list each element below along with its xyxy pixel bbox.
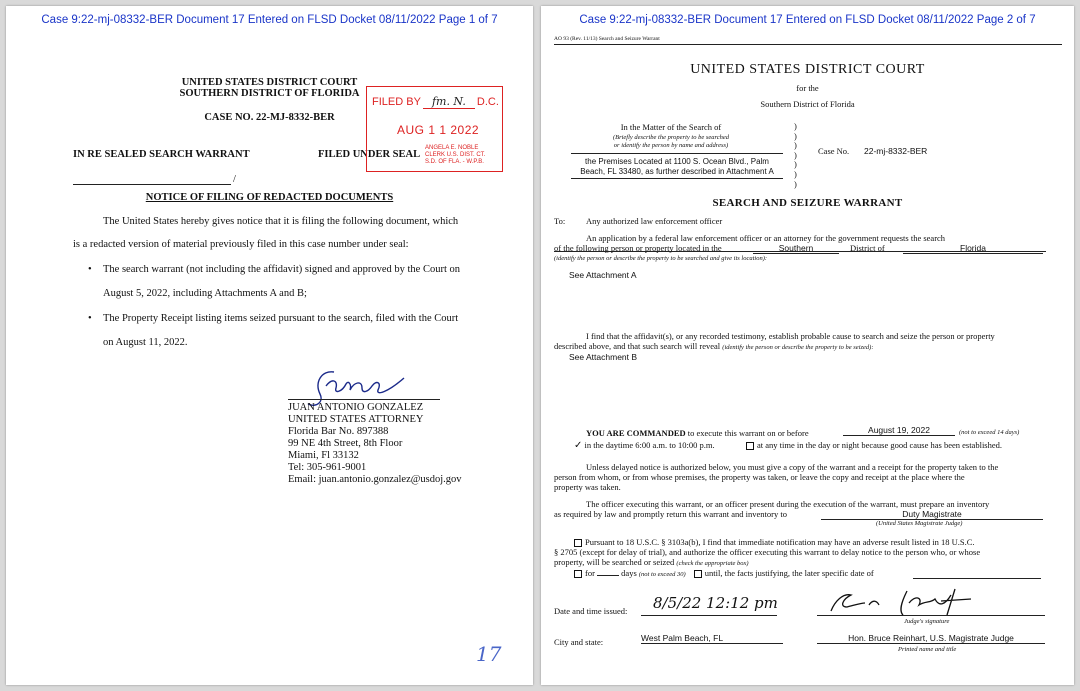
caption-slash: / [233, 174, 236, 185]
application-hint: (identify the person or describe the property to be searched and give its location): [554, 255, 768, 262]
anytime-text: at any time in the day or night because good cause has been established. [757, 440, 1003, 450]
stamp-clerk-division: S.D. OF FLA. - W.P.B. [425, 159, 484, 165]
notice-paragraph-line1: The United States hereby gives notice that it is filing the following document, which [103, 216, 459, 227]
city-field: West Palm Beach, FL [641, 633, 783, 644]
application-line2-mid: District of [850, 243, 885, 253]
pursuant-line2: § 2705 (except for delay of trial), and authorize the officer executing this warrant to delay notice to the person who, or whose [554, 547, 981, 557]
city-label: City and state: [554, 637, 604, 647]
bullet-icon: • [88, 264, 92, 275]
caption-brackets: ) ) ) ) ) ) ) [794, 121, 797, 189]
premises-rule [571, 178, 783, 179]
application-rule [554, 251, 1046, 252]
delayed-line3: property was taken. [554, 482, 621, 492]
application-district-field: Southern [753, 243, 839, 254]
premises-line1: the Premises Located at 1100 S. Ocean Blvd., Palm [585, 157, 769, 166]
clerk-filed-stamp [366, 86, 503, 172]
until-label: until, the facts justifying, the later specific date of [704, 568, 874, 578]
notice-title: NOTICE OF FILING OF REDACTED DOCUMENTS [145, 192, 394, 203]
handwritten-page-number: 17 [476, 642, 502, 666]
to-label: To: [554, 216, 566, 226]
unchecked-box-icon [694, 570, 702, 578]
commanded-bold: YOU ARE COMMANDED [586, 428, 686, 438]
finding-line2-text: described above, and that such search will reveal [554, 341, 721, 351]
finding-hint: (identify the person or describe the property to be seized): [722, 344, 874, 351]
officer-line2: as required by law and promptly return this warrant and inventory to [554, 509, 787, 519]
application-line1: An application by a federal law enforcement officer or an attorney for the government requests the search [586, 233, 946, 243]
address-line1: 99 NE 4th Street, 8th Floor [288, 438, 403, 449]
matter-hint-line1: (Briefly describe the property to be searched [612, 134, 730, 141]
until-date-rule [913, 578, 1041, 579]
printed-name-field: Hon. Bruce Reinhart, U.S. Magistrate Judge [817, 633, 1045, 644]
stamp-initials: fm. N. [423, 95, 475, 109]
signature-line [288, 399, 440, 400]
bullet1-line2: August 5, 2022, including Attachments A and B; [103, 288, 307, 299]
case-no-value: 22-mj-8332-BER [864, 146, 928, 156]
delay-options-row [574, 568, 874, 578]
delayed-line2: person from whom, or from whose premises, the property was taken, or leave the copy and receipt at the place where the [554, 472, 965, 482]
form-top-rule [554, 44, 1062, 45]
stamp-clerk-name: ANGELA E. NOBLE [425, 145, 479, 151]
daytime-text: in the daytime 6:00 a.m. to 10:00 p.m. [584, 440, 715, 450]
anytime-row [746, 440, 1002, 450]
for-the: for the [796, 83, 819, 93]
stamp-dc: D.C. [476, 96, 499, 108]
bullet2-line1: The Property Receipt listing items seized pursuant to the search, filed with the Court [103, 313, 459, 324]
judge-signature-label: Judge's signature [904, 618, 950, 625]
finding-line1: I find that the affidavit(s), or any recorded testimony, establish probable cause to search and seize the person or property [586, 331, 995, 341]
date-time-rule [641, 615, 777, 616]
email: Email: juan.antonio.gonzalez@usdoj.gov [288, 474, 462, 485]
telephone: Tel: 305-961-9001 [288, 462, 367, 473]
commanded-date-field: August 19, 2022 [843, 425, 955, 436]
attorney-block [288, 402, 462, 486]
document-page-2 [541, 6, 1074, 685]
court-name-line2: SOUTHERN DISTRICT OF FLORIDA [179, 88, 360, 99]
commanded-note: (not to exceed 14 days) [959, 429, 1020, 436]
matter-of-label: In the Matter of the Search of [620, 122, 722, 132]
signer-title: UNITED STATES ATTORNEY [288, 414, 424, 425]
bullet2-line2: on August 11, 2022. [103, 337, 188, 348]
matter-rule [571, 153, 783, 154]
date-time-label: Date and time issued: [554, 606, 628, 616]
days-blank [597, 575, 619, 576]
warrant-court-title: UNITED STATES DISTRICT COURT [690, 62, 925, 77]
caption-title: IN RE SEALED SEARCH WARRANT [73, 149, 250, 160]
commanded-line [586, 428, 809, 438]
caption-underline [73, 184, 231, 185]
address-line2: Miami, Fl 33132 [288, 450, 359, 461]
case-number: CASE NO. 22-MJ-8332-BER [204, 112, 335, 123]
officer-line1: The officer executing this warrant, or an officer present during the execution of the warrant, must prepare an inventory [586, 499, 990, 509]
bullet1-line1: The search warrant (not including the affidavit) signed and approved by the Court on [103, 264, 460, 275]
form-identifier: AO 93 (Rev. 11/13) Search and Seizure Warrant [554, 36, 660, 42]
pursuant-hint: (check the appropriate box) [676, 560, 749, 567]
form-title: SEARCH AND SEIZURE WARRANT [712, 197, 903, 209]
stamp-clerk-office: CLERK U.S. DIST. CT. [425, 152, 486, 158]
unchecked-box-icon [574, 539, 582, 547]
application-state-field: Florida [903, 243, 1043, 254]
warrant-district: Southern District of Florida [760, 99, 855, 109]
officer-hint: (United States Magistrate Judge) [876, 520, 963, 527]
unchecked-box-icon [746, 442, 754, 450]
commanded-text: to execute this warrant on or before [687, 428, 809, 438]
case-no-label: Case No. [818, 146, 850, 156]
premises-line2: Beach, FL 33480, as further described in Attachment A [580, 167, 774, 176]
court-name-line1: UNITED STATES DISTRICT COURT [181, 77, 358, 88]
pursuant-line3 [554, 557, 749, 567]
bullet-icon: • [88, 313, 92, 324]
days-label: days [621, 568, 637, 578]
notice-paragraph-line2: is a redacted version of material previously filed in this case number under seal: [73, 239, 409, 250]
matter-hint-line2: or identify the person by name and address) [613, 142, 729, 149]
bar-number: Florida Bar No. 897388 [288, 426, 389, 437]
daytime-row [574, 440, 715, 451]
finding-line2 [554, 341, 874, 351]
days-hint: (not to exceed 30) [638, 571, 686, 578]
for-label: for [585, 568, 595, 578]
pursuant-text1: Pursuant to 18 U.S.C. § 3103a(b), I find that immediate notification may have an adverse result listed in 18 U.S.C. [585, 537, 975, 547]
application-line2-start: of the following person or property located in the [554, 243, 722, 253]
officer-field: Duty Magistrate [821, 509, 1043, 520]
judge-signature-rule [817, 615, 1045, 616]
printed-name-label: Printed name and title [898, 646, 957, 653]
signer-name: JUAN ANTONIO GONZALEZ [288, 402, 424, 413]
filed-under-seal: FILED UNDER SEAL [318, 149, 421, 160]
attachment-a: See Attachment A [569, 270, 637, 280]
attachment-b: See Attachment B [569, 352, 638, 362]
document-page-1 [6, 6, 533, 685]
page1-docket-header: Case 9:22-mj-08332-BER Document 17 Entered on FLSD Docket 08/11/2022 Page 1 of 7 [41, 14, 498, 26]
stamp-date: AUG 1 1 2022 [397, 123, 480, 137]
pursuant-text3: property, will be searched or seized [554, 557, 675, 567]
unchecked-box-icon [574, 570, 582, 578]
pursuant-line1 [574, 537, 975, 547]
delayed-line1: Unless delayed notice is authorized below, you must give a copy of the warrant and a receipt for the property taken to the [586, 462, 999, 472]
stamp-filed-by: FILED BY [372, 96, 421, 108]
checked-box-icon: ✓ [574, 440, 583, 451]
to-value: Any authorized law enforcement officer [586, 216, 723, 226]
page2-docket-header: Case 9:22-mj-08332-BER Document 17 Entered on FLSD Docket 08/11/2022 Page 2 of 7 [579, 14, 1036, 26]
date-time-value: 8/5/22 12:12 pm [653, 594, 778, 612]
